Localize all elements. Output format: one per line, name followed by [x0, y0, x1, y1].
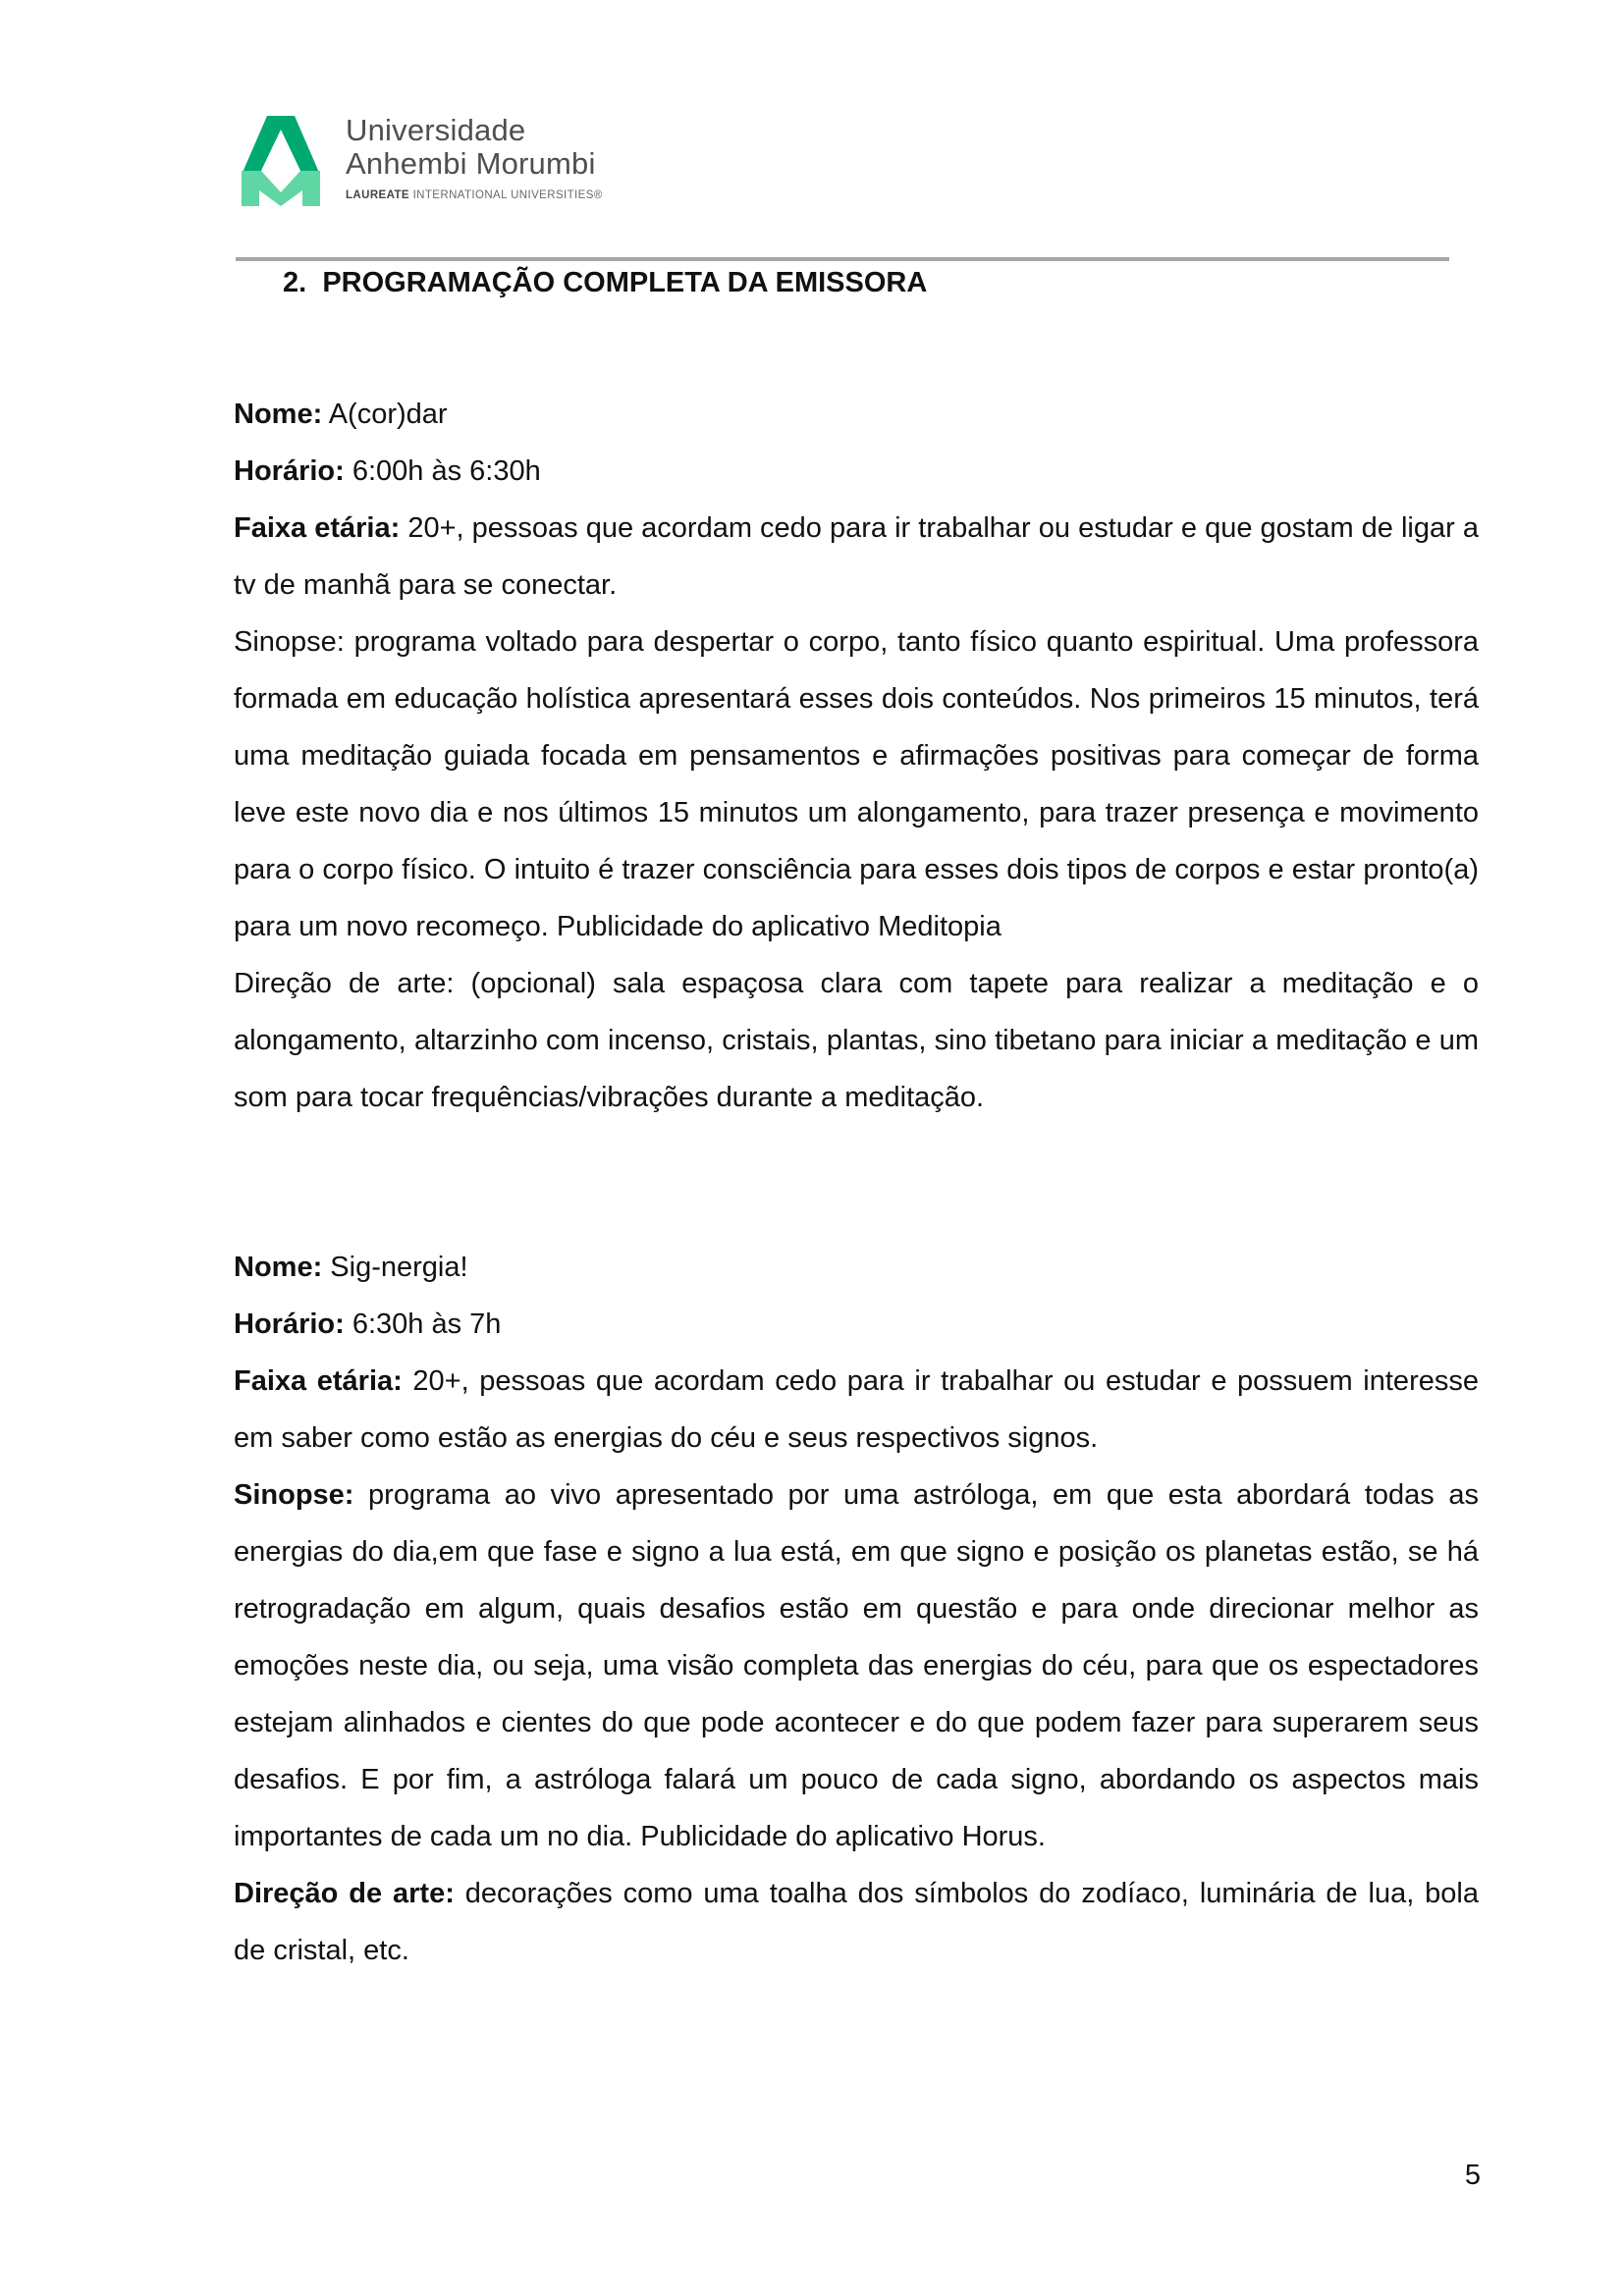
value: 20+, pessoas que acordam cedo para ir trabalhar ou estudar e possuem interesse em saber como estão as energias do céu e seus respectivos signos.	[234, 1365, 1479, 1454]
program-audience	[234, 500, 1479, 614]
program-art-direction	[234, 1865, 1479, 1979]
label: Horário:	[234, 1308, 345, 1340]
program-block	[234, 1239, 1479, 1979]
program-synopsis: Sinopse: programa voltado para despertar o corpo, tanto físico quanto espiritual. Uma professora formada em educação holística apresentará esses dois conteúdos. Nos primeiros 15 minutos, terá uma meditação guiada focada em pensamentos e afirmações positivas para começar de forma leve este novo dia e nos últimos 15 minutos um alongamento, para trazer presença e movimento para o corpo físico. O intuito é trazer consciência para esses dois tipos de corpos e estar pronto(a) para um novo recomeço. Publicidade do aplicativo Meditopia	[234, 626, 1479, 942]
page-number: 5	[1464, 2160, 1481, 2191]
program-time	[234, 443, 1479, 500]
program-time	[234, 1296, 1479, 1353]
program-name	[234, 386, 1479, 443]
value: A(cor)dar	[322, 399, 448, 430]
university-logo	[236, 98, 628, 224]
value: 6:30h às 7h	[344, 1308, 502, 1340]
section-number: 2.	[283, 267, 307, 298]
value: decorações como uma toalha dos símbolos do zodíaco, luminária de lua, bola de cristal, etc.	[234, 1878, 1480, 1966]
logo-line-laureate	[346, 188, 603, 202]
label: Sinopse:	[234, 1479, 354, 1511]
label: Faixa etária:	[234, 512, 401, 544]
am-logo-icon	[242, 116, 320, 206]
label: Direção de arte:	[234, 1878, 455, 1909]
logo-line-anhembi-morumbi: Anhembi Morumbi	[346, 146, 596, 181]
label: Horário:	[234, 455, 345, 487]
label: Nome:	[234, 399, 323, 430]
registered-mark: ®	[593, 189, 603, 201]
section-title	[283, 261, 927, 304]
value: programa ao vivo apresentado por uma astróloga, em que esta abordará todas as energias do dia,em que fase e signo a lua está, em que signo e posição os planetas estão, se há retrogradação em algum, quais desafios estão em questão e para onde direcionar melhor as emoções neste dia, ou seja, uma visão completa das energias do céu, para que os espectadores estejam alinhados e cientes do que pode acontecer e do que podem fazer para superarem seus desafios. E por fim, a astróloga falará um pouco de cada signo, abordando os aspectos mais importantes de cada um no dia. Publicidade do aplicativo Horus.	[234, 1479, 1479, 1852]
laureate-word: LAUREATE	[346, 189, 409, 201]
logo-line-university: Universidade	[346, 113, 526, 147]
value: Sig-nergia!	[322, 1252, 468, 1283]
program-block	[234, 386, 1479, 1126]
label: Faixa etária:	[234, 1365, 403, 1397]
value: 6:00h às 6:30h	[344, 455, 541, 487]
label: Nome:	[234, 1252, 323, 1283]
program-synopsis	[234, 1467, 1479, 1865]
program-audience	[234, 1353, 1479, 1467]
section-title-text: PROGRAMAÇÃO COMPLETA DA EMISSORA	[322, 267, 928, 298]
laureate-rest: INTERNATIONAL UNIVERSITIES	[408, 189, 594, 201]
value: 20+, pessoas que acordam cedo para ir trabalhar ou estudar e que gostam de ligar a tv de manhã para se conectar.	[234, 512, 1479, 601]
program-name	[234, 1239, 1479, 1296]
program-art-direction: Direção de arte: (opcional) sala espaçosa clara com tapete para realizar a meditação e o alongamento, altarzinho com incenso, cristais, plantas, sino tibetano para iniciar a meditação e um som para tocar frequências/vibrações durante a meditação.	[234, 968, 1479, 1113]
